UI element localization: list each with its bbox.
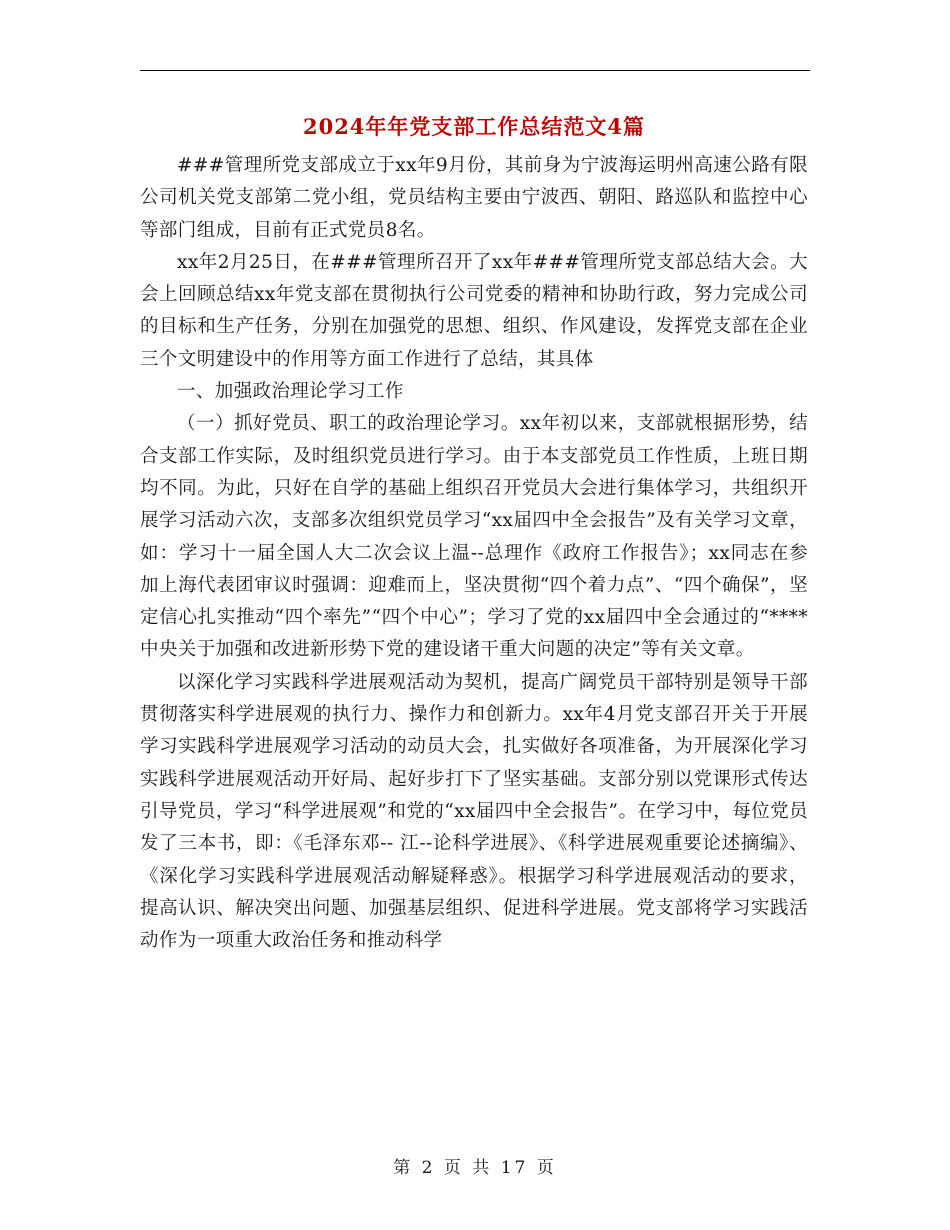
paragraph-4: 以深化学习实践科学进展观活动为契机，提高广阔党员干部特别是领导干部贯彻落实科学进展观的执行力、操作力和创新力。xx年4月党支部召开关于开展学习实践科学进展观学习活动的动员大会，扎实做好各项准备，为开展深化学习实践科学进展观活动开好局、起好步打下了坚实基础。支部分别以党课形式传达引导党员，学习“科学进展观”和党的“xx届四中全会报告”。在学习中，每位党员发了三本书，即：《毛泽东邓-- 江--论科学进展》、《科学进展观重要论述摘编》、《深化学习实践科学进展观活动解疑释惑》。根据学习科学进展观活动的要求，提高认识、解决突出问题、加强基层组织、促进科学进展。党支部将学习实践活动作为一项重大政治任务和推动科学: [140, 671, 808, 952]
document-body: [140, 108, 808, 957]
paragraph-1: ###管理所党支部成立于xx年9月份，其前身为宁波海运明州高速公路有限公司机关党支部第二党小组，党员结构主要由宁波西、朝阳、路巡队和监控中心等部门组成，目前有正式党员8名。: [140, 155, 808, 241]
paragraph-3: （一）抓好党员、职工的政治理论学习。xx年初以来，支部就根据形势，结合支部工作实际，及时组织党员进行学习。由于本支部党员工作性质，上班日期均不同。为此，只好在自学的基础上组织召开党员大会进行集体学习，共组织开展学习活动六次，支部多次组织党员学习“xx届四中全会报告”及有关学习文章，如：学习十一届全国人大二次会议上温--总理作《政府工作报告》；xx同志在参加上海代表团审议时强调：迎难而上，坚决贯彻“四个着力点”、“四个确保”，坚定信心扎实推动“四个率先”“四个中心”；学习了党的xx届四中全会通过的“****中央关于加强和改进新形势下党的建设诸干重大问题的决定”等有关文章。: [140, 413, 808, 661]
paragraph-2: xx年2月25日，在###管理所召开了xx年###管理所党支部总结大会。大会上回顾总结xx年党支部在贯彻执行公司党委的精神和协助行政，努力完成公司的目标和生产任务，分别在加强党的思想、组织、作风建设，发挥党支部在企业三个文明建设中的作用等方面工作进行了总结，其具体: [140, 251, 808, 370]
document-title: 2024年年党支部工作总结范文4篇: [302, 114, 646, 139]
section-heading: 一、加强政治理论学习工作: [177, 381, 404, 403]
page-number: 第 2 页 共 17 页: [393, 1158, 557, 1178]
header-rule: [140, 70, 810, 71]
